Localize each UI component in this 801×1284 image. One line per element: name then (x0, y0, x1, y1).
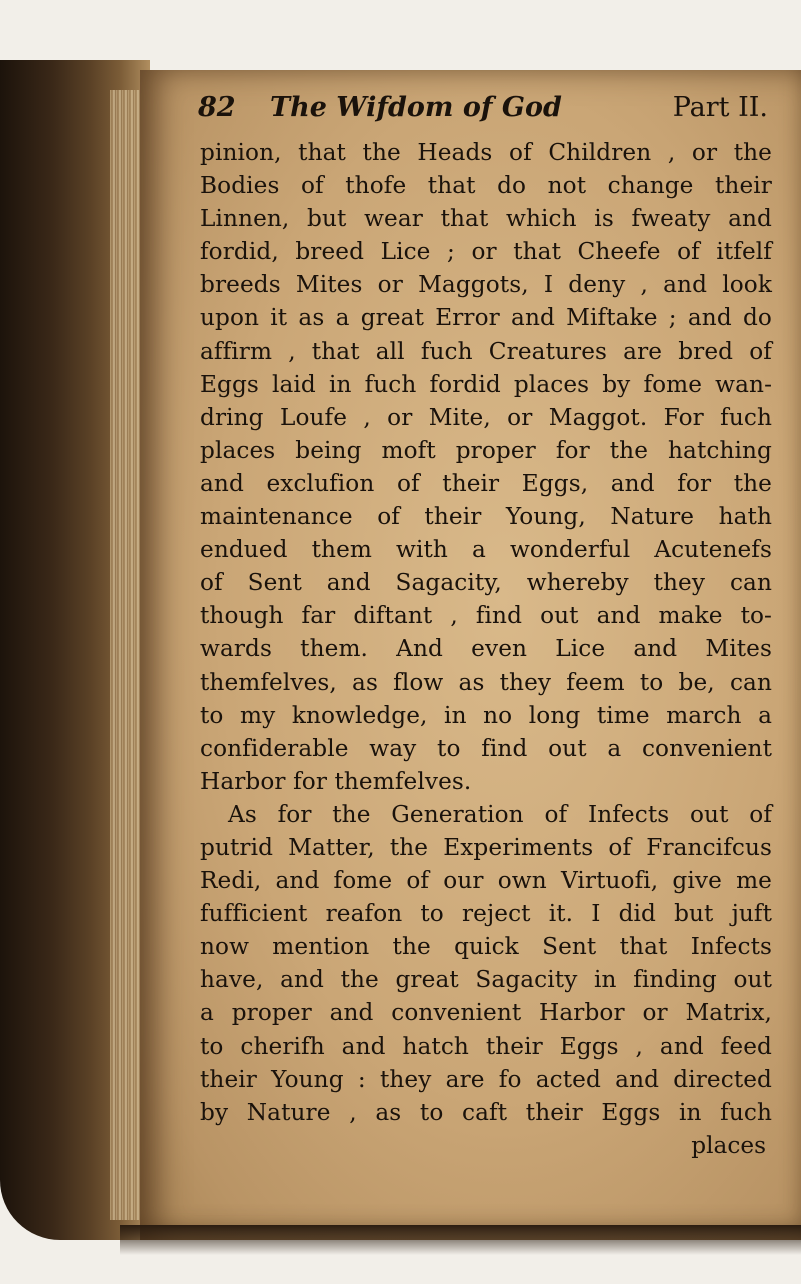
text-line: dring Loufe , or Mite, or Maggot. For fuch (200, 403, 772, 431)
page-number: 82 (198, 92, 236, 123)
text-line: confiderable way to find out a convenient (200, 734, 772, 762)
text-line: places being moft proper for the hatching (200, 436, 772, 464)
bottom-shadow (120, 1225, 801, 1255)
text-line: a proper and convenient Harbor or Matrix, (200, 999, 772, 1027)
text-block (200, 92, 772, 1162)
text-line: by Nature , as to caft their Eggs in fuch (200, 1098, 772, 1126)
catchword: places (691, 1131, 766, 1159)
text-line-paragraph-start: As for the Generation of Infects out of (228, 800, 772, 828)
text-line: fufficient reafon to reject it. I did but juft (200, 900, 772, 928)
text-line: and exclufion of their Eggs, and for the (200, 469, 772, 497)
text-line: now mention the quick Sent that Infects (200, 933, 772, 961)
text-line: Harbor for themfelves. (200, 767, 472, 795)
running-header (200, 92, 772, 136)
text-line: upon it as a great Error and Miftake ; and do (200, 304, 772, 332)
text-line: pinion, that the Heads of Children , or the (200, 139, 772, 166)
text-line: affirm , that all fuch Creatures are bred of (200, 337, 772, 365)
text-line: though far diftant , find out and make to- (200, 602, 772, 630)
text-line: of Sent and Sagacity, whereby they can (200, 569, 772, 597)
text-line: to cherifh and hatch their Eggs , and feed (200, 1032, 772, 1060)
text-line: Redi, and fome of our own Virtuofi, give me (200, 867, 772, 895)
text-line: have, and the great Sagacity in finding out (200, 966, 772, 994)
text-line: wards them. And even Lice and Mites (200, 635, 772, 663)
text-line: endued them with a wonderful Acutenefs (200, 536, 772, 564)
running-title: The Wifdom of God (270, 92, 562, 123)
text-line: Bodies of thofe that do not change their (200, 172, 772, 200)
text-line: Eggs laid in fuch fordid places by fome wan- (200, 370, 772, 398)
text-line: maintenance of their Young, Nature hath (200, 503, 772, 531)
text-line: to my knowledge, in no long time march a (200, 701, 772, 729)
text-line: fordid, breed Lice ; or that Cheefe of itfelf (200, 238, 772, 266)
text-line: their Young : they are fo acted and directed (200, 1065, 772, 1093)
text-line: breeds Mites or Maggots, I deny , and look (200, 271, 772, 299)
part-label: Part II. (672, 92, 768, 123)
text-line: putrid Matter, the Experiments of Francifcus (200, 833, 772, 861)
text-line: themfelves, as flow as they feem to be, can (200, 668, 772, 696)
text-line: Linnen, but wear that which is fweaty and (200, 205, 772, 233)
